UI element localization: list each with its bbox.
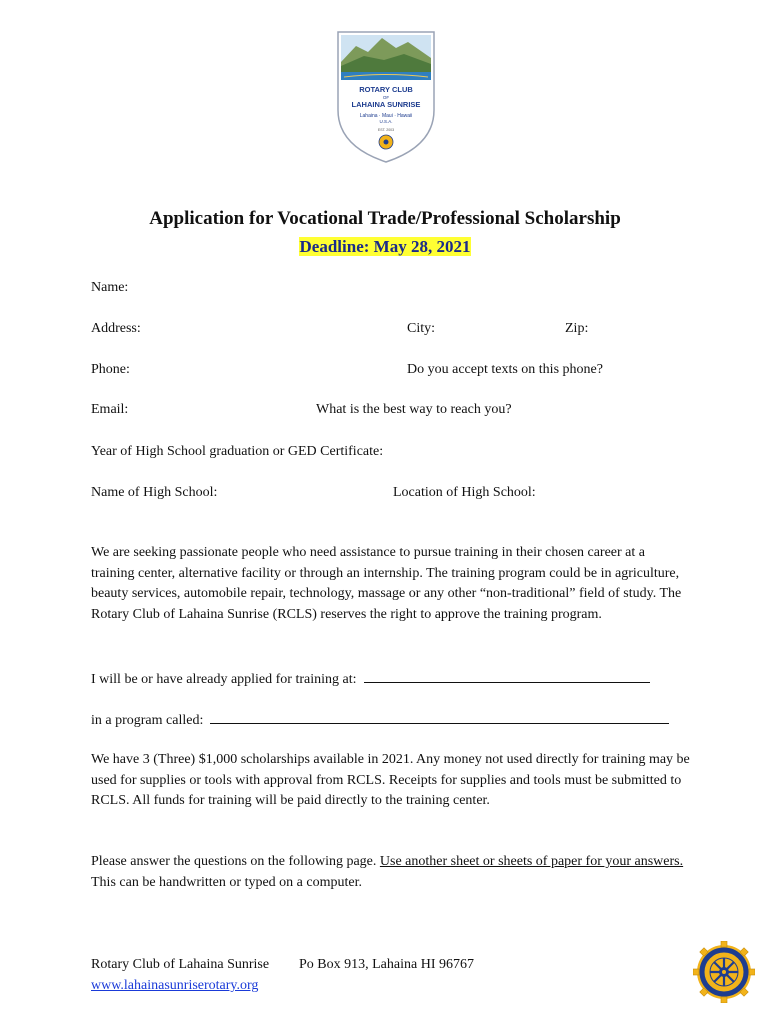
crest-name-of: OF (382, 95, 390, 100)
crest-country: U.S.A. (379, 119, 393, 124)
applied-label: I will be or have already applied for training at: (91, 672, 357, 687)
hs-name-label: Name of High School: (91, 485, 218, 500)
instructions-tail: This can be handwritten or typed on a computer. (91, 854, 697, 890)
grad-year-label: Year of High School graduation or GED Certificate: (91, 444, 384, 459)
texts-question: Do you accept texts on this phone? (407, 362, 603, 377)
footer-address: Po Box 913, Lahaina HI 96767 (299, 957, 474, 972)
zip-label: Zip: (565, 321, 589, 336)
footer-website-link[interactable]: www.lahainasunriserotary.org (91, 978, 259, 993)
instructions-paragraph (91, 852, 697, 893)
address-label: Address: (91, 321, 141, 336)
name-label: Name: (91, 280, 129, 295)
crest-name-line1: ROTARY CLUB (359, 85, 413, 94)
hs-location-label: Location of High School: (393, 485, 536, 500)
program-blank (210, 711, 669, 724)
phone-label: Phone: (91, 362, 130, 377)
city-label: City: (407, 321, 436, 336)
instructions-lead: Please answer the questions on the following page. (91, 854, 380, 869)
crest-name-line2: LAHAINA SUNRISE (351, 100, 421, 109)
applied-row (91, 670, 650, 687)
email-label: Email: (91, 402, 129, 417)
deadline-highlight: Deadline: May 28, 2021 (299, 237, 471, 256)
page-title: Application for Vocational Trade/Professional Scholarship (149, 208, 621, 229)
intro-paragraph: We are seeking passionate people who need assistance to pursue training in their chosen career at a training center, alternative facility or through an internship. The training program could be in agriculture, beauty services, automobile repair, technology, massage or any other “non-traditional” field of study. The Rotary Club of Lahaina Sunrise (RCLS) reserves the right to approve the training program. (91, 545, 682, 622)
crest-location: Lahaina · Maui · Hawaii (359, 113, 413, 119)
scholarship-paragraph: We have 3 (Three) $1,000 scholarships available in 2021. Any money not used directly for training may be used for supplies or tools with approval from RCLS. Receipts for supplies and tools must be submitted to RCLS. All funds for training will be paid directly to the training center. (91, 752, 690, 809)
instructions-underlined: Use another sheet or sheets of paper for your answers. (379, 854, 684, 869)
program-label: in a program called: (91, 713, 204, 728)
club-crest-icon (334, 28, 438, 166)
crest-est: EST. 2003 (377, 128, 395, 132)
best-way-question: What is the best way to reach you? (316, 402, 512, 417)
program-row (91, 711, 669, 728)
rotary-wheel-icon (693, 941, 755, 1003)
footer-org: Rotary Club of Lahaina Sunrise (91, 957, 270, 972)
applied-blank (364, 670, 650, 683)
